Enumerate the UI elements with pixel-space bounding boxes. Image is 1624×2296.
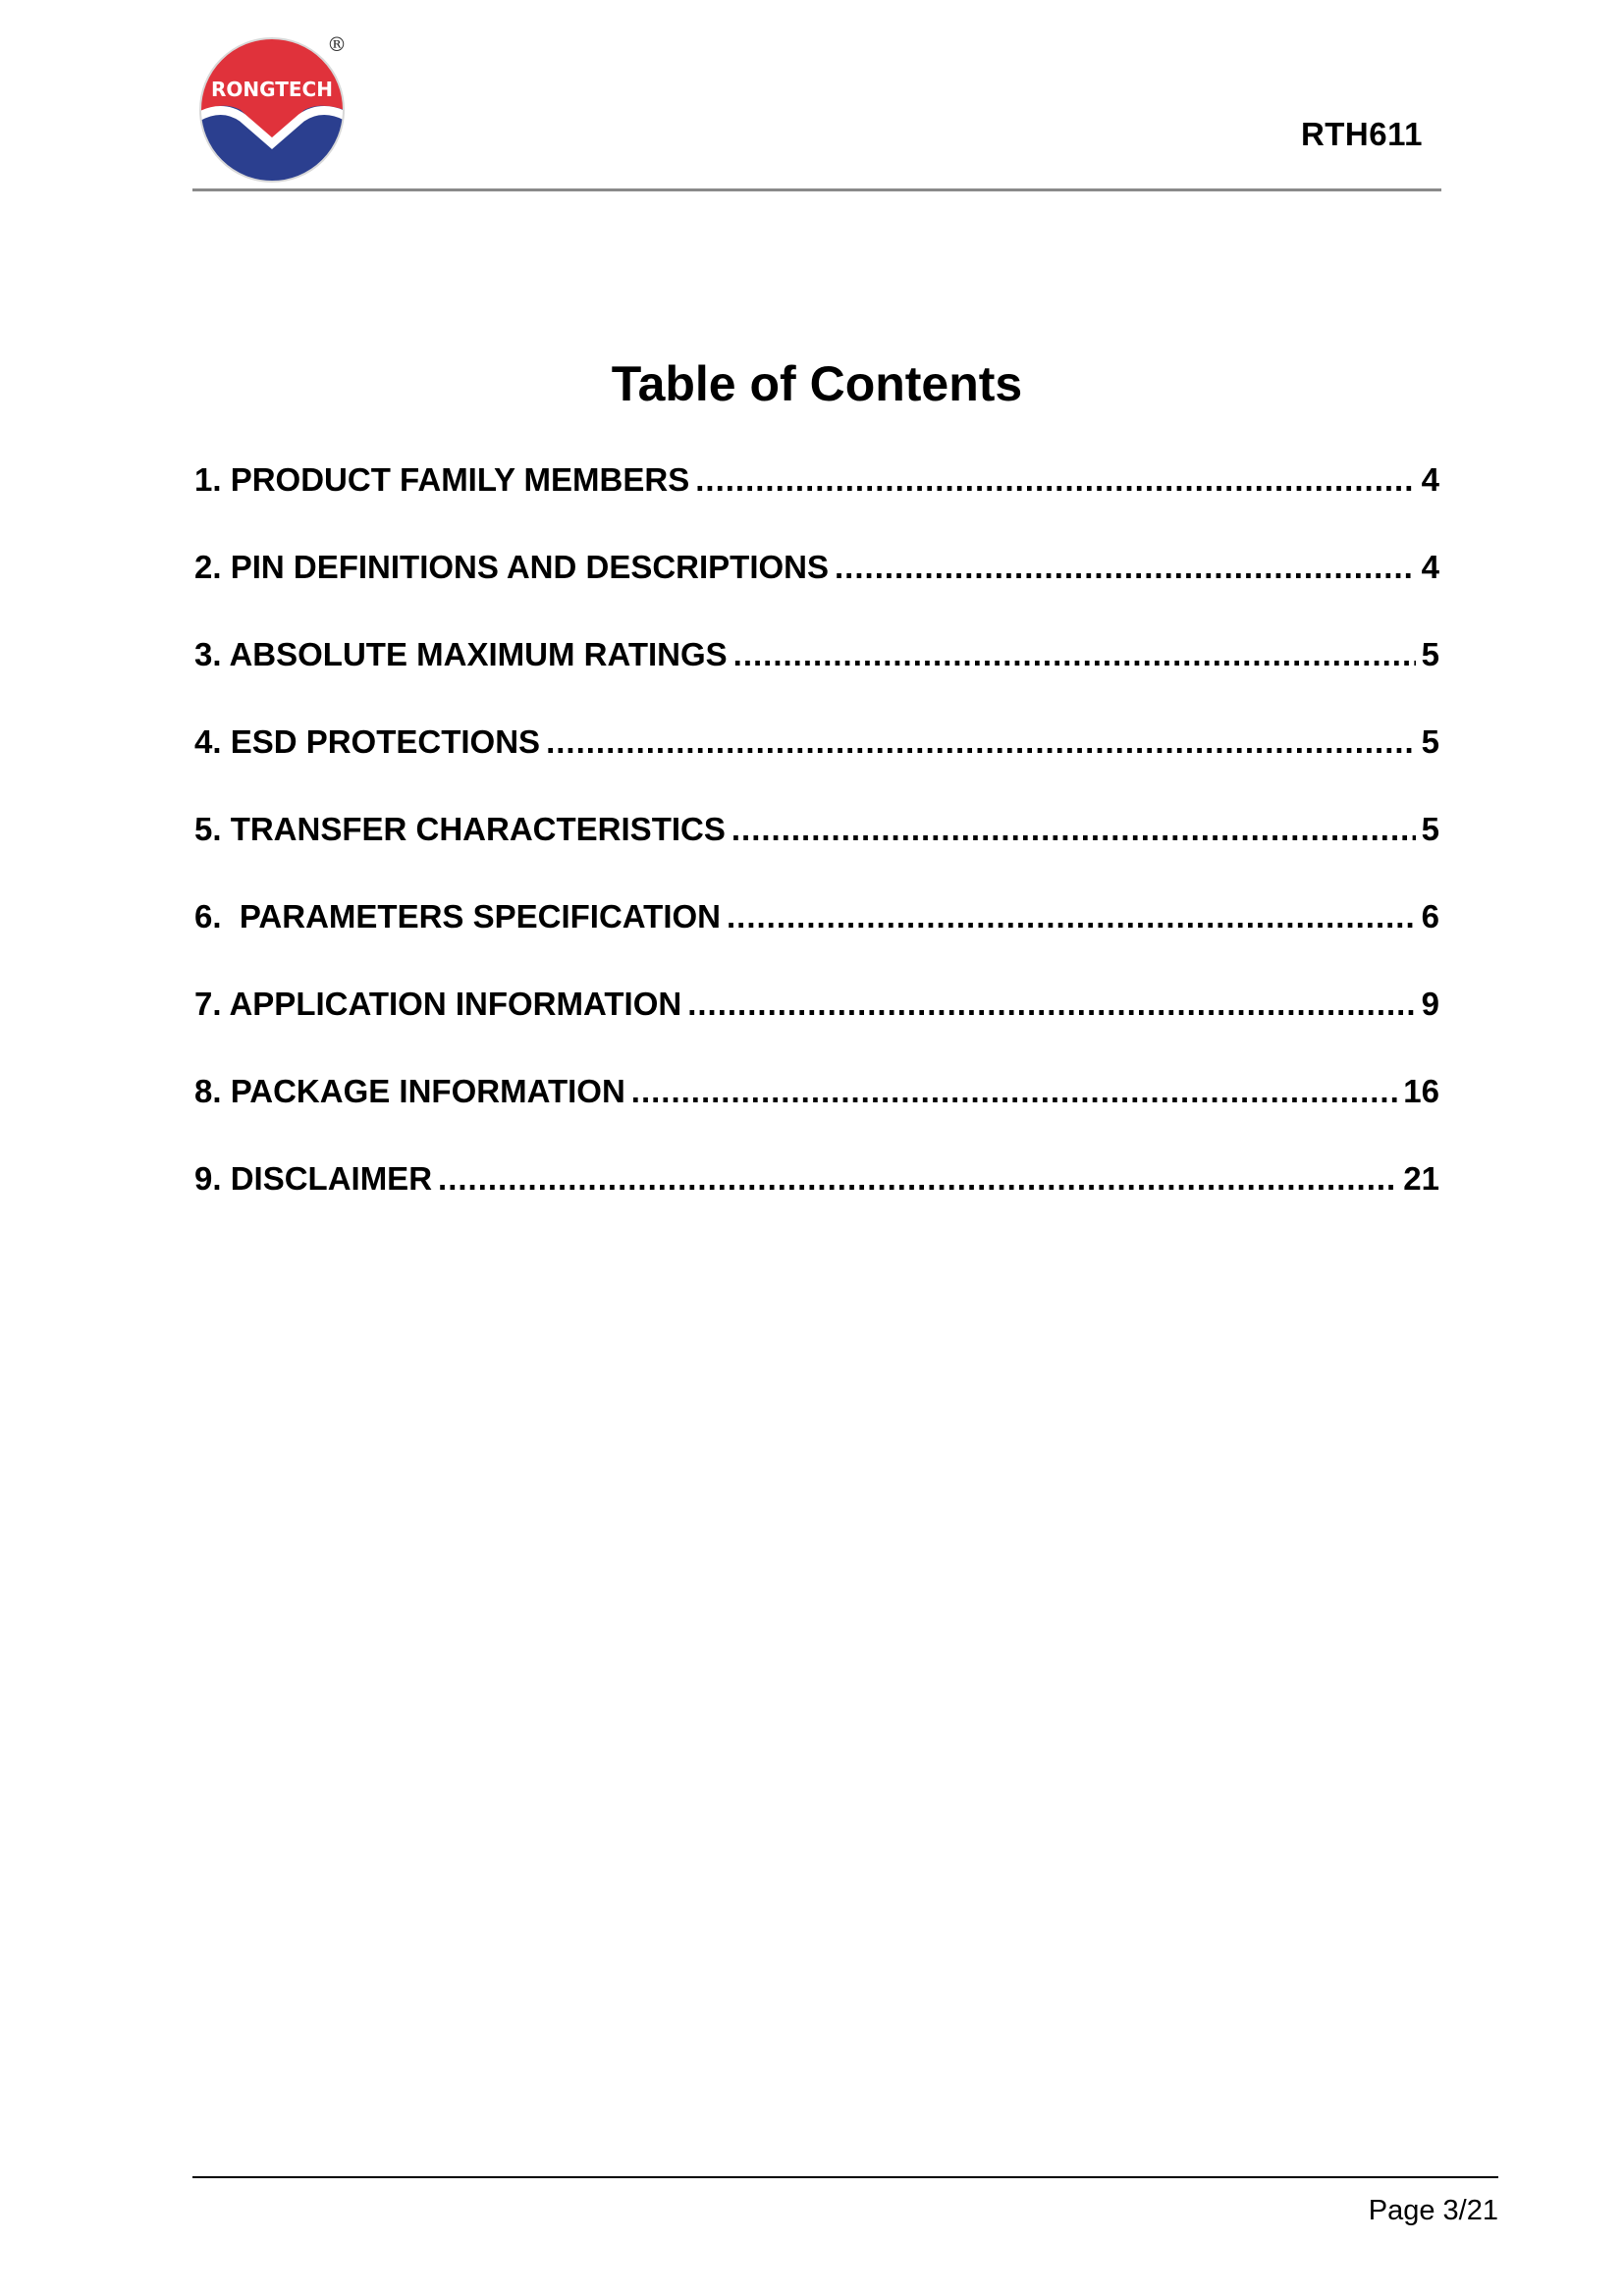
toc-entry-label: 1. PRODUCT FAMILY MEMBERS	[194, 461, 690, 498]
toc-dot-leader	[733, 636, 1416, 673]
toc-title: Table of Contents	[611, 356, 1023, 411]
toc-dot-leader	[727, 898, 1416, 935]
toc-entry[interactable]	[194, 898, 1439, 986]
toc-entry[interactable]	[194, 1073, 1439, 1160]
toc-entry-label: 3. ABSOLUTE MAXIMUM RATINGS	[194, 636, 728, 672]
toc-dot-leader	[731, 811, 1416, 848]
toc-entry[interactable]	[194, 986, 1439, 1073]
toc-dot-leader	[631, 1073, 1398, 1110]
toc-entry-label: 5. TRANSFER CHARACTERISTICS	[194, 811, 726, 847]
toc-entry-page: 4	[1421, 549, 1439, 585]
toc-entry-page: 5	[1421, 811, 1439, 847]
toc-entry-page: 5	[1421, 636, 1439, 672]
footer-divider	[192, 2176, 1498, 2178]
product-code: RTH611	[1300, 116, 1423, 152]
toc-entry-page: 21	[1403, 1160, 1439, 1197]
toc-entry-page: 9	[1421, 986, 1439, 1022]
toc-entry-label: 7. APPLICATION INFORMATION	[194, 986, 682, 1022]
toc-entry[interactable]	[194, 461, 1439, 549]
toc-entry-label: 8. PACKAGE INFORMATION	[194, 1073, 625, 1109]
toc-dot-leader	[438, 1160, 1397, 1198]
toc-entry[interactable]	[194, 723, 1439, 811]
toc-entry-page: 4	[1421, 461, 1439, 498]
toc-dot-leader	[695, 461, 1415, 499]
toc-entry-page: 6	[1421, 898, 1439, 934]
registered-mark: ®	[327, 32, 347, 56]
toc-entry-label: 4. ESD PROTECTIONS	[194, 723, 541, 760]
toc-dot-leader	[546, 723, 1416, 761]
toc-entry[interactable]	[194, 636, 1439, 723]
toc-dot-leader	[687, 986, 1415, 1023]
toc-entry-page: 16	[1403, 1073, 1439, 1109]
rongtech-logo	[191, 29, 358, 187]
header-divider	[192, 188, 1441, 191]
toc-dot-leader	[835, 549, 1416, 586]
toc-entry-label: 6. PARAMETERS SPECIFICATION	[194, 898, 721, 934]
page-number: Page 3/21	[1368, 2195, 1498, 2226]
toc-entry-label: 2. PIN DEFINITIONS AND DESCRIPTIONS	[194, 549, 830, 585]
toc-entry[interactable]	[194, 1160, 1439, 1248]
toc-entry-label: 9. DISCLAIMER	[194, 1160, 433, 1197]
toc-list	[194, 461, 1439, 1248]
toc-entry-page: 5	[1421, 723, 1439, 760]
toc-entry[interactable]	[194, 811, 1439, 898]
toc-entry[interactable]	[194, 549, 1439, 636]
logo-wordmark: RONGTECH	[211, 78, 333, 101]
